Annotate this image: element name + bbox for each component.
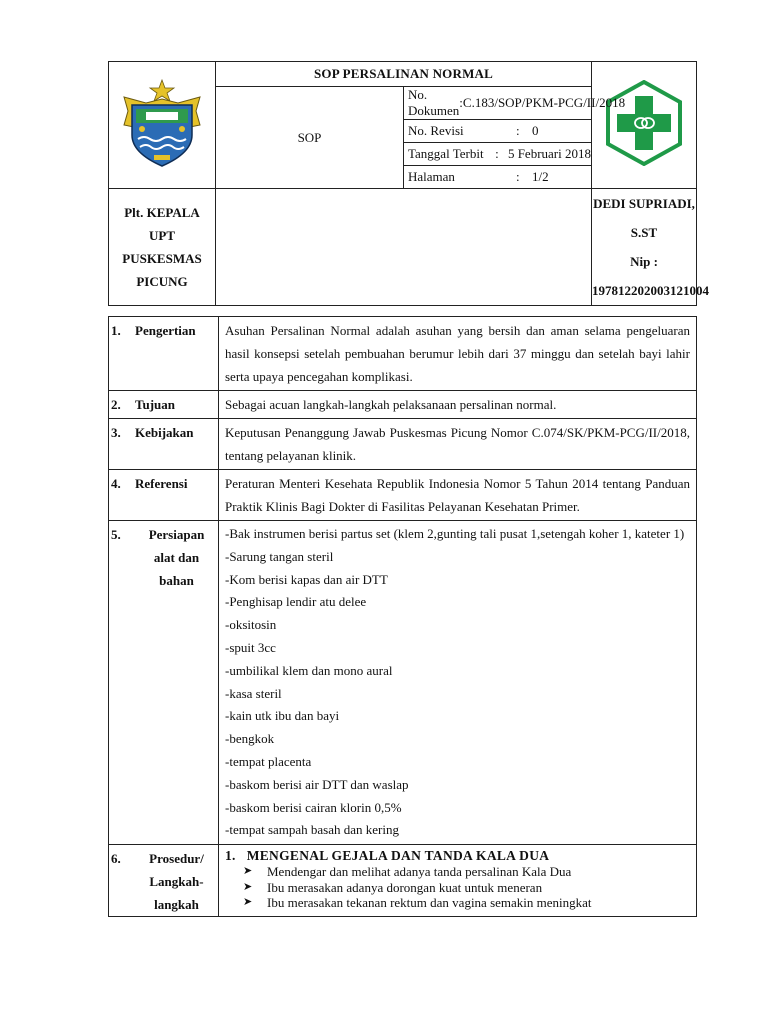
list-item: -oksitosin (225, 617, 277, 633)
arrow-bullet-icon: ➤ (243, 865, 253, 878)
meta-value: 1/2 (532, 169, 549, 184)
meta-label: No. Revisi (408, 123, 464, 138)
meta-colon: : (459, 95, 463, 110)
procedure-heading-text: MENGENAL GEJALA DAN TANDA KALA DUA (246, 848, 550, 864)
procedure-step (225, 864, 690, 880)
section-label-line: bahan (159, 573, 194, 588)
list-item: -kain utk ibu dan bayi (225, 708, 340, 724)
signer-title-line: Plt. KEPALA (124, 205, 200, 220)
section-text: Asuhan Persalinan Normal adalah asuhan yang bersih dan aman selama pengeluaran hasil konsepsi setelah pembuahan berumur lebih dari 37 minggu dan setelah bayi lahir serta upaya pencegahan komplikasi. (219, 317, 697, 391)
section-label-line: Prosedur/ (149, 851, 204, 867)
list-item: -kasa steril (225, 685, 282, 701)
puskesmas-cross-icon (601, 80, 687, 166)
section-label-line: alat dan (153, 550, 200, 565)
meta-colon: : (516, 169, 520, 184)
meta-row-document (404, 87, 626, 120)
section-number: 6. (111, 851, 121, 867)
section-number: 5. (111, 527, 121, 542)
section-row-kebijakan (109, 419, 697, 470)
signer-title-line: PUSKESMAS (122, 251, 202, 266)
list-item: -Kom berisi kapas dan air DTT (225, 571, 388, 587)
section-number: 3. (111, 425, 121, 440)
meta-colon: : (516, 123, 520, 138)
section-label-cell (109, 521, 219, 845)
procedure-step (225, 880, 690, 896)
section-label-line: langkah (154, 897, 199, 913)
signer-name-line: S.ST (630, 225, 658, 240)
regency-logo-cell (109, 62, 216, 189)
sop-content-table (108, 316, 697, 917)
arrow-bullet-icon: ➤ (243, 896, 253, 909)
procedure-step-text: Ibu merasakan tekanan rektum dan vagina semakin meningkat (267, 895, 592, 911)
section-row-tujuan (109, 391, 697, 419)
list-item: -tempat placenta (225, 753, 312, 769)
equipment-list (219, 521, 697, 845)
section-label: Pengertian (135, 323, 196, 338)
procedure-step-text: Ibu merasakan adanya dorongan kuat untuk meneran (267, 879, 543, 895)
list-item: -Penghisap lendir atu delee (225, 594, 367, 610)
meta-label: Halaman (408, 169, 455, 184)
procedure-step (225, 895, 690, 911)
meta-value: 5 Februari 2018 (507, 146, 591, 161)
section-label-cell (109, 317, 219, 391)
list-item: -baskom berisi cairan klorin 0,5% (225, 799, 402, 815)
procedure-body (219, 845, 697, 917)
procedure-heading (225, 847, 690, 864)
section-label: Referensi (135, 476, 188, 491)
regency-shield-icon (116, 77, 208, 169)
list-item: -Bak instrumen berisi partus set (klem 2,gunting tali pusat 1,setengah koher 1, kateter 1) (225, 526, 685, 541)
document-title: SOP PERSALINAN NORMAL (216, 62, 592, 87)
list-item: -spuit 3cc (225, 639, 276, 655)
procedure-heading-number: 1. (225, 848, 236, 864)
signer-nip: 197812202003121004 (592, 283, 709, 298)
section-label-cell (109, 419, 219, 470)
list-item: -baskom berisi air DTT dan waslap (225, 776, 409, 792)
signer-name-line: Nip : (630, 254, 658, 269)
section-text: Sebagai acuan langkah-langkah pelaksanaan persalinan normal. (219, 391, 697, 419)
sop-label: SOP (216, 87, 404, 189)
procedure-step-text: Mendengar dan melihat adanya tanda persalinan Kala Dua (267, 864, 572, 880)
section-label (135, 523, 218, 592)
meta-value: 0 (532, 123, 539, 138)
section-row-prosedur (109, 845, 697, 917)
puskesmas-logo-cell (592, 62, 697, 189)
section-number: 2. (111, 397, 121, 412)
section-label (135, 847, 218, 916)
section-number: 4. (111, 476, 121, 491)
meta-label: Tanggal Terbit (408, 146, 484, 161)
section-row-pengertian (109, 317, 697, 391)
section-text: Keputusan Penanggung Jawab Puskesmas Picung Nomor C.074/SK/PKM-PCG/II/2018, tentang pelayanan klinik. (219, 419, 697, 470)
signer-title-line: PICUNG (136, 274, 188, 289)
list-item: -umbilikal klem dan mono aural (225, 662, 393, 678)
meta-row-issue-date (404, 143, 592, 166)
section-label-cell (109, 391, 219, 419)
signature-space (216, 189, 592, 306)
meta-row-revision (404, 120, 592, 143)
list-item: -Sarung tangan steril (225, 548, 334, 564)
arrow-bullet-icon: ➤ (243, 880, 253, 893)
signer-name-line: DEDI SUPRIADI, (593, 196, 695, 211)
section-label: Kebijakan (135, 425, 194, 440)
list-item: -bengkok (225, 731, 275, 747)
signer-title-cell (109, 189, 216, 306)
signer-name-cell (592, 189, 709, 306)
meta-label: No. Dokumen (408, 87, 460, 118)
meta-value: C.183/SOP/PKM-PCG/II/2018 (462, 95, 626, 110)
section-number: 1. (111, 323, 121, 338)
section-row-referensi (109, 470, 697, 521)
section-label-cell (109, 470, 219, 521)
section-label-line: Langkah- (149, 874, 204, 890)
section-text: Peraturan Menteri Kesehata Republik Indonesia Nomor 5 Tahun 2014 tentang Panduan Praktik Klinis Bagi Dokter di Fasilitas Pelayanan Kesehatan Primer. (219, 470, 697, 521)
list-item: -tempat sampah basah dan kering (225, 822, 399, 838)
section-label-line: Persiapan (148, 527, 205, 542)
signer-title-line: UPT (149, 228, 175, 243)
sop-header-table (108, 61, 709, 306)
section-label-cell (109, 845, 219, 917)
meta-row-page (404, 166, 592, 189)
section-row-persiapan (109, 521, 697, 845)
section-label: Tujuan (135, 397, 175, 412)
meta-colon: : (495, 146, 499, 161)
